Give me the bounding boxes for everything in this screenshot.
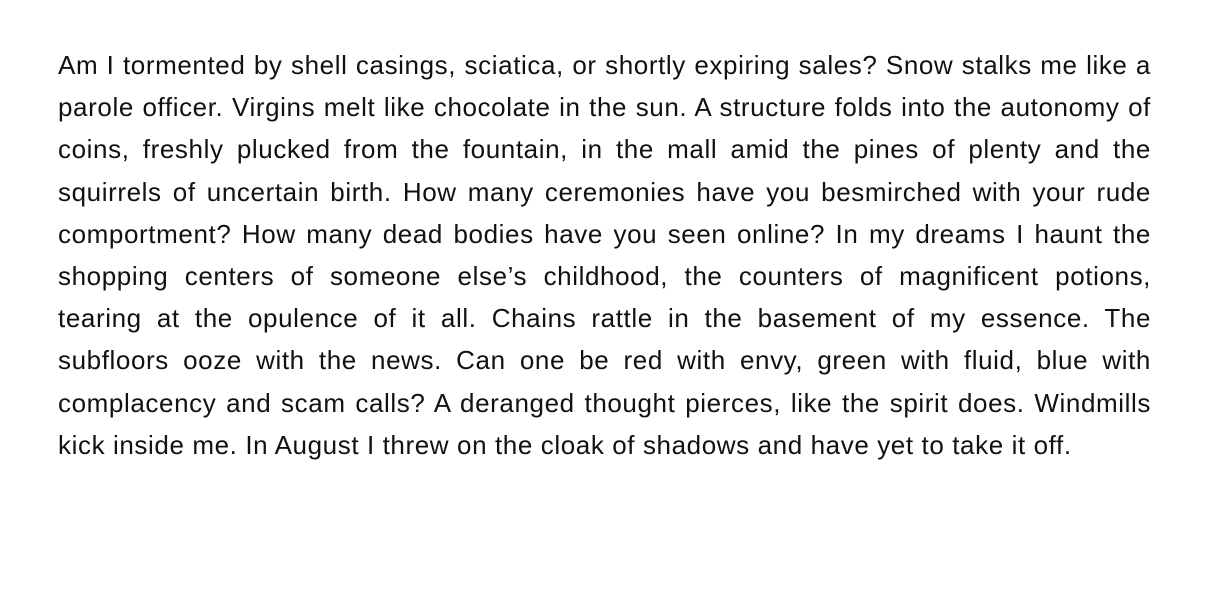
prose-paragraph: Am I tormented by shell casings, sciatica, or shortly expiring sales? Snow stalks me like a parole officer. Virgins melt like chocolate in the sun. A structure folds into the autonomy of coins, freshly plucked from the fountain, in the mall amid the pines of plenty and the squirrels of uncertain birth. How many ceremonies have you besmirched with your rude comportment? How many dead bodies have you seen online? In my dreams I haunt the shopping centers of someone else’s childhood, the counters of magnificent potions, tearing at the opulence of it all. Chains rattle in the basement of my essence. The subfloors ooze with the news. Can one be red with envy, green with fluid, blue with complacency and scam calls? A deranged thought pierces, like the spirit does. Windmills kick inside me. In August I threw on the cloak of shadows and have yet to take it off. bbox=[58, 50, 1151, 460]
document-page bbox=[58, 44, 1151, 466]
